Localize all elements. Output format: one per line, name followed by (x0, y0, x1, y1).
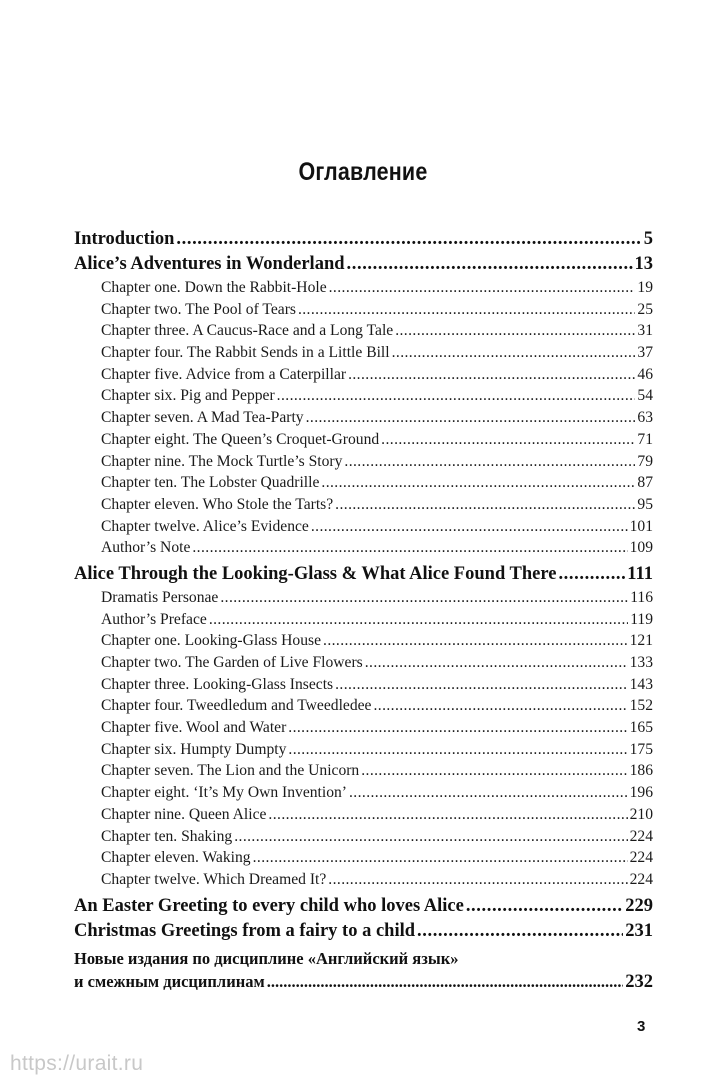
toc-chapter-label: Chapter eleven. Who Stole the Tarts? (101, 495, 334, 513)
toc-chapter-label: Chapter five. Wool and Water (101, 719, 287, 737)
dot-leader (392, 342, 636, 364)
dot-leader (220, 587, 628, 609)
wonderland-chapter-list (74, 277, 653, 559)
toc-chapter-label: Chapter eight. ‘It’s My Own Invention’ (101, 784, 347, 802)
toc-chapter-page: 46 (637, 365, 653, 383)
toc-chapter (74, 717, 653, 739)
dot-leader (267, 970, 624, 993)
dot-leader (365, 652, 628, 674)
dot-leader (192, 537, 627, 559)
dot-leader (349, 782, 628, 804)
toc-chapter (74, 494, 653, 516)
toc-chapter-page: 196 (629, 784, 653, 802)
toc-chapter-label: Chapter four. Tweedledum and Tweedledee (101, 697, 372, 715)
toc-entry-label: Introduction (74, 229, 175, 249)
toc-chapter (74, 652, 653, 674)
dot-leader (288, 717, 627, 739)
toc-chapter (74, 760, 653, 782)
looking-glass-chapter-list (74, 587, 653, 891)
toc-section-looking-glass (74, 562, 653, 587)
toc-chapter-page: 31 (637, 322, 653, 340)
toc-chapter-page: 119 (630, 610, 653, 628)
dot-leader (417, 919, 623, 944)
toc-chapter (74, 516, 653, 538)
toc-chapter-page: 224 (629, 827, 653, 845)
toc-chapter-page: 165 (629, 719, 653, 737)
toc-chapter-page: 54 (637, 387, 653, 405)
dot-leader (176, 227, 641, 252)
toc-chapter-page: 175 (629, 740, 653, 758)
toc-entry-label: Alice Through the Looking-Glass & What Alice Found There (74, 563, 557, 584)
toc-chapter-page: 87 (637, 474, 653, 492)
toc-chapter-page: 121 (629, 632, 653, 650)
toc-chapter-label: Chapter nine. The Mock Turtle’s Story (101, 452, 343, 470)
dot-leader (381, 429, 635, 451)
toc-chapter-label: Chapter twelve. Alice’s Evidence (101, 517, 309, 535)
dot-leader (395, 320, 635, 342)
toc-chapter-page: 95 (637, 495, 653, 513)
toc-chapter-page: 79 (637, 452, 653, 470)
toc-chapter (74, 587, 653, 609)
toc-chapter-page: 25 (637, 300, 653, 318)
toc-chapter-page: 224 (629, 849, 653, 867)
toc-chapter-page: 186 (629, 762, 653, 780)
toc-entry-page: 231 (625, 920, 653, 941)
toc-chapter (74, 342, 653, 364)
toc-entry-easter-greeting (74, 894, 653, 919)
dot-leader (298, 299, 635, 321)
dot-leader (306, 407, 636, 429)
toc-chapter-label: Chapter six. Pig and Pepper (101, 387, 275, 405)
toc-chapter (74, 609, 653, 631)
toc-chapter-label: Chapter twelve. Which Dreamed It? (101, 870, 327, 888)
dot-leader (328, 869, 627, 891)
dot-leader (234, 826, 627, 848)
dot-leader (373, 695, 627, 717)
toc-entry-label-line2: и смежным дисциплинам (74, 971, 265, 991)
toc-chapter-label: Chapter three. Looking-Glass Insects (101, 675, 334, 693)
toc-chapter-page: 109 (629, 539, 653, 557)
toc-chapter-page: 37 (637, 344, 653, 362)
toc-chapter (74, 869, 653, 891)
toc-chapter-page: 19 (637, 279, 653, 296)
dot-leader (347, 252, 633, 277)
toc-chapter (74, 385, 653, 407)
toc-entry-page: 13 (634, 254, 653, 274)
toc-chapter (74, 695, 653, 717)
dot-leader (209, 609, 628, 631)
toc-chapter-page: 101 (629, 517, 653, 535)
toc-entry-christmas-greetings (74, 919, 653, 944)
toc-chapter-label: Chapter nine. Queen Alice (101, 805, 267, 823)
toc-chapter-label: Dramatis Personae (101, 588, 219, 606)
dot-leader (329, 277, 636, 299)
dot-leader (323, 630, 628, 652)
toc-chapter-label: Chapter ten. The Lobster Quadrille (101, 474, 320, 492)
dot-leader (344, 451, 635, 473)
toc-entry-new-editions (74, 947, 653, 993)
toc-chapter-page: 224 (629, 870, 653, 888)
dot-leader (348, 364, 635, 386)
page-title: Оглавление (298, 158, 428, 186)
toc-entry-page: 5 (643, 229, 653, 249)
toc-chapter-page: 152 (629, 697, 653, 715)
page-number: 3 (637, 1018, 646, 1035)
toc-section-wonderland (74, 252, 653, 277)
toc-entry-label: Christmas Greetings from a fairy to a child (74, 920, 416, 941)
toc-chapter-label: Chapter eight. The Queen’s Croquet-Ground (101, 430, 380, 448)
toc-entry-introduction (74, 227, 653, 252)
dot-leader (466, 894, 623, 919)
toc-chapter-page: 71 (637, 430, 653, 448)
toc-chapter-label: Chapter three. A Caucus-Race and a Long Tale (101, 322, 394, 340)
toc-chapter-label: Author’s Note (101, 539, 191, 557)
toc-chapter (74, 804, 653, 826)
toc-chapter (74, 782, 653, 804)
toc-chapter (74, 630, 653, 652)
toc-chapter-page: 116 (630, 588, 653, 606)
table-of-contents (74, 227, 653, 993)
toc-chapter (74, 847, 653, 869)
toc-chapter-label: Chapter seven. A Mad Tea-Party (101, 409, 304, 427)
toc-chapter (74, 674, 653, 696)
toc-chapter (74, 407, 653, 429)
toc-chapter (74, 320, 653, 342)
dot-leader (321, 472, 635, 494)
dot-leader (277, 385, 636, 407)
toc-chapter-page: 210 (629, 805, 653, 823)
dot-leader (335, 674, 628, 696)
toc-chapter (74, 277, 653, 299)
toc-entry-page: 111 (627, 563, 653, 584)
toc-chapter (74, 429, 653, 451)
toc-chapter (74, 472, 653, 494)
toc-chapter-label: Chapter eleven. Waking (101, 849, 251, 867)
toc-chapter (74, 537, 653, 559)
toc-chapter-page: 143 (629, 675, 653, 693)
toc-entry-page: 232 (625, 971, 653, 992)
toc-chapter-label: Chapter one. Looking-Glass House (101, 632, 322, 650)
dot-leader (558, 562, 625, 587)
toc-chapter-page: 63 (637, 409, 653, 427)
toc-chapter-label: Chapter ten. Shaking (101, 827, 233, 845)
toc-chapter-label: Chapter two. The Garden of Live Flowers (101, 654, 363, 671)
toc-chapter-label: Chapter five. Advice from a Caterpillar (101, 365, 347, 383)
dot-leader (288, 739, 627, 761)
dot-leader (311, 516, 628, 538)
dot-leader (268, 804, 627, 826)
toc-chapter-label: Chapter six. Humpty Dumpty (101, 740, 287, 758)
toc-chapter-label: Chapter four. The Rabbit Sends in a Little Bill (101, 344, 390, 362)
dot-leader (335, 494, 635, 516)
toc-chapter (74, 739, 653, 761)
toc-chapter (74, 299, 653, 321)
toc-chapter (74, 364, 653, 386)
dot-leader (253, 847, 628, 869)
toc-entry-page: 229 (625, 895, 653, 916)
toc-chapter-label: Author’s Preface (101, 610, 207, 628)
toc-entry-label: Alice’s Adventures in Wonderland (74, 254, 345, 274)
toc-entry-label: An Easter Greeting to every child who loves Alice (74, 895, 464, 916)
toc-entry-label-line1: Новые издания по дисциплине «Английский язык» (74, 948, 459, 968)
toc-chapter (74, 826, 653, 848)
watermark-url: https://urait.ru (10, 1052, 144, 1075)
toc-chapter (74, 451, 653, 473)
toc-chapter-label: Chapter one. Down the Rabbit-Hole (101, 279, 327, 296)
toc-chapter-page: 133 (629, 654, 653, 671)
toc-chapter-label: Chapter seven. The Lion and the Unicorn (101, 762, 360, 780)
dot-leader (361, 760, 627, 782)
toc-chapter-label: Chapter two. The Pool of Tears (101, 300, 296, 318)
